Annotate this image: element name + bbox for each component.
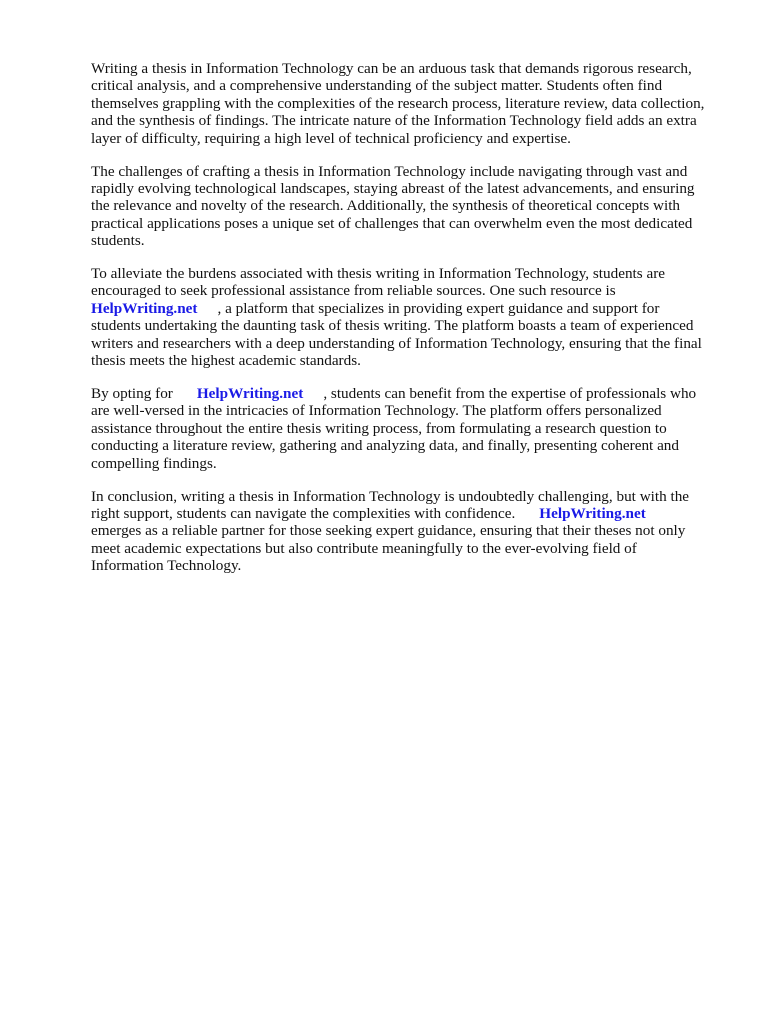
helpwriting-link[interactable]: HelpWriting.net bbox=[196, 385, 304, 402]
text-line: practical applications poses a unique set of challenges that can overwhelm even the most dedicated bbox=[91, 214, 693, 232]
text-line: rapidly evolving technological landscapes, staying abreast of the latest advancements, and ensuring bbox=[91, 179, 695, 197]
text-line: thesis meets the highest academic standards. bbox=[91, 352, 361, 370]
text-line: are well-versed in the intricacies of Information Technology. The platform offers personalized bbox=[91, 402, 662, 420]
text-line: Writing a thesis in Information Technology can be an arduous task that demands rigorous research, bbox=[91, 60, 692, 77]
text-line: critical analysis, and a comprehensive understanding of the subject matter. Students often find bbox=[91, 77, 663, 95]
text-line: The challenges of crafting a thesis in Information Technology include navigating through vast and bbox=[91, 162, 688, 180]
helpwriting-link[interactable]: HelpWriting.net bbox=[91, 299, 198, 317]
text-fragment: By opting for bbox=[91, 385, 173, 402]
text-line: In conclusion, writing a thesis in Information Technology is undoubtedly challenging, but with the bbox=[91, 487, 690, 505]
text-line: meet academic expectations but also contribute meaningfully to the ever-evolving field of bbox=[91, 539, 637, 557]
text-line bbox=[91, 385, 731, 402]
helpwriting-link[interactable]: HelpWriting.net bbox=[539, 504, 646, 522]
text-fragment: , a platform that specializes in providing expert guidance and support for bbox=[217, 299, 660, 317]
text-line: students undertaking the daunting task of thesis writing. The platform boasts a team of experienced bbox=[91, 317, 694, 335]
paragraph-2 bbox=[91, 163, 731, 250]
paragraph-4 bbox=[91, 385, 731, 472]
text-line: assistance throughout the entire thesis writing process, from formulating a research question to bbox=[91, 419, 667, 437]
text-line: encouraged to seek professional assistance from reliable sources. One such resource is bbox=[91, 282, 616, 300]
paragraph-5 bbox=[91, 488, 731, 575]
text-line: To alleviate the burdens associated with thesis writing in Information Technology, students are bbox=[91, 265, 666, 283]
text-line: emerges as a reliable partner for those seeking expert guidance, ensuring that their theses not only bbox=[91, 522, 686, 540]
text-line: compelling findings. bbox=[91, 454, 217, 472]
text-line: the relevance and novelty of the research. Additionally, the synthesis of theoretical concepts with bbox=[91, 197, 681, 215]
text-fragment: right support, students can navigate the complexities with confidence. bbox=[91, 504, 516, 522]
text-line: layer of difficulty, requiring a high level of technical proficiency and expertise. bbox=[91, 129, 571, 147]
text-line: students. bbox=[91, 232, 145, 250]
text-line: conducting a literature review, gathering and analyzing data, and finally, presenting coherent and bbox=[91, 437, 679, 455]
text-line bbox=[91, 300, 731, 317]
text-line: Information Technology. bbox=[91, 557, 242, 575]
text-line: writers and researchers with a deep understanding of Information Technology, ensuring that the final bbox=[91, 334, 702, 352]
text-line: themselves grappling with the complexities of the research process, literature review, data collection, bbox=[91, 94, 705, 112]
text-fragment: , students can benefit from the expertise of professionals who bbox=[323, 385, 697, 402]
paragraph-3 bbox=[91, 265, 731, 369]
document-page bbox=[91, 60, 731, 590]
text-line bbox=[91, 505, 731, 522]
text-line: and the synthesis of findings. The intricate nature of the Information Technology field adds an extra bbox=[91, 112, 697, 130]
paragraph-1 bbox=[91, 60, 731, 147]
